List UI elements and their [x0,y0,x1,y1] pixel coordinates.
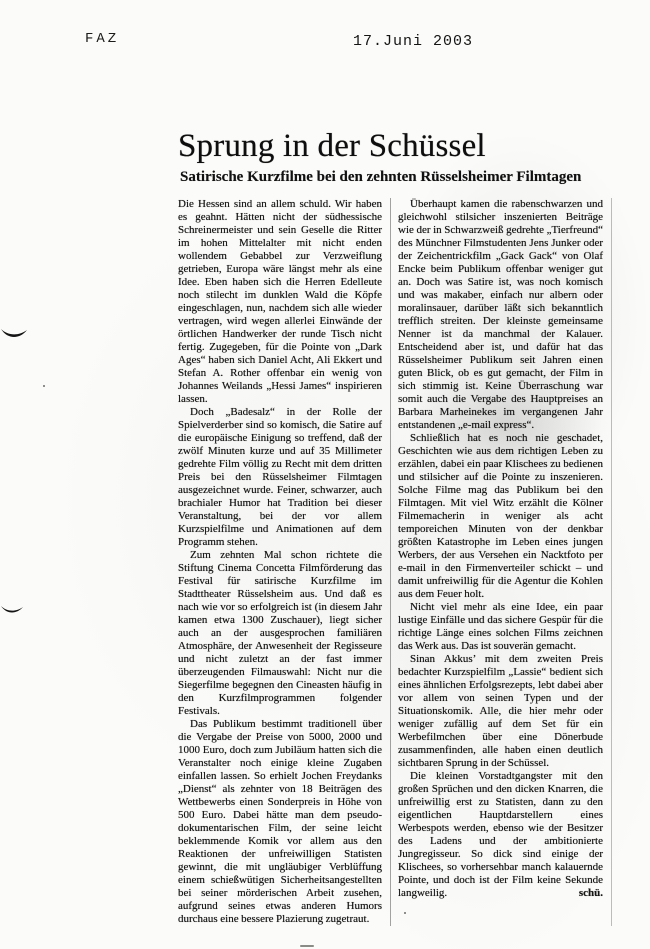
author-signature: schü. [578,887,603,899]
paragraph: Zum zehnten Mal schon richtete die Stiftung Cinema Concetta Filmförderung das Festival für satirische Kurzfilme im Stadttheater Rüsselsheim aus. Und daß es nach wie vor so erfolgreich ist (in diesem Jahr kamen etwa 1300 Zuschauer), liegt sicher auch an der ausgesprochen familiären Atmosphäre, der Anwesenheit der Regisseure und nicht zuletzt an der fast immer überzeugenden Filmauswahl: Nicht nur die Siegerfilme begegnen den Cineasten häufig in den Kurzfilmprogrammen folgender Festivals. [178,549,382,717]
ink-speck [43,385,45,387]
ink-speck [300,945,314,947]
pen-mark [0,602,24,618]
masthead-source: FAZ [85,31,120,47]
article-subtitle: Satirische Kurzfilme bei den zehnten Rüsselsheimer Filmtagen [180,169,582,185]
column-left [178,198,391,926]
paragraph: Überhaupt kamen die rabenschwarzen und gleichwohl stilsicher inszenierten Beiträge wie der in Schwarzweiß gedrehte „Tierfreund“ des Münchner Filmstudenten Jens Junker oder der Zeichentrickfilm „Gack Gack“ von Olaf Encke beim Publikum offenbar weniger gut an. Doch was Satire ist, was noch komisch und was makaber, einfach nur albern oder moralinsauer, darüber läßt sich bekanntlich trefflich streiten. Der kleinste gemeinsame Nenner ist da manchmal der Kalauer. Entscheidend aber ist, und dafür hat das Rüsselsheimer Publikum seit Jahren einen guten Blick, ob es gut gemacht, der Film in sich stimmig ist. Keine Überraschung war somit auch die Vergabe des Hauptpreises an Barbara Marheinekes im vergangenen Jahr entstandenen „e-mail express“. [398,198,603,431]
article-body [178,198,612,926]
paragraph: Doch „Badesalz“ in der Rolle der Spielverderber sind so komisch, die Satire auf die europäische Einigung so treffend, daß der zwölf Minuten kurze und auf 35 Millimeter gedrehte Film völlig zu Recht mit dem dritten Preis bei den Rüsselsheimer Filmtagen ausgezeichnet wurde. Feiner, schwarzer, auch brachialer Humor hat Tradition bei dieser Veranstaltung, bei der vor allem Kurzspielfilme und Animationen auf dem Programm stehen. [178,406,382,548]
article-title: Sprung in der Schüssel [178,128,486,164]
masthead-date: 17.Juni 2003 [353,33,474,50]
column-right [391,198,612,926]
paragraph: Die Hessen sind an allem schuld. Wir haben es geahnt. Hätten nicht der südhessische Schreinermeister und sein Geselle die Ritter im hohen Mittelalter mit nicht enden wollendem Gebabbel zur Verzweiflung getrieben, Europa wäre längst mehr als eine Idee. Eben haben sich die Herren Edelleute noch stilecht im dunklen Wald die Köpfe eingeschlagen, nun, nachdem sich alle wieder vertragen, wird wegen allerlei Einwände der örtlichen Handwerker der runde Tisch nicht fertig. Zugegeben, für die Pointe von „Dark Ages“ haben sich Daniel Acht, Ali Ekkert und Stefan A. Rother offenbar ein wenig von Johannes Weilands „Hessi James“ inspirieren lassen. [178,198,382,405]
paragraph: Sinan Akkus’ mit dem zweiten Preis bedachter Kurzspielfilm „Lassie“ bedient sich eines ähnlichen Erfolgsrezepts, lebt dabei aber vor allem von seinen Typen und der Situationskomik. Alle, die hier mehr oder weniger zufällig auf dem Set für ein Werbefilmchen über eine Dönerbude zusammenfinden, alle haben einen deutlich sichtbaren Sprung in der Schüssel. [398,653,603,769]
paragraph: Das Publikum bestimmt traditionell über die Vergabe der Preise von 5000, 2000 und 1000 Euro, doch zum Jubiläum hatten sich die Veranstalter noch einige kleine Zugaben einfallen lassen. So erhielt Jochen Freydanks „Dienst“ als zehnter von 18 Beiträgen des Wettbewerbs einen Sonderpreis in Höhe von 500 Euro. Dabei hätte man dem pseudo-dokumentarischen Film, der seine leicht beklemmende Komik vor allem aus den Reaktionen der unfreiwilligen Statisten gewinnt, die mit ungläubiger Verblüffung einem schießwütigen Sicherheitsangestellten bei seiner mörderischen Arbeit zusehen, aufgrund seines etwas anderen Humors durchaus eine bessere Plazierung zugetraut. [178,718,382,925]
paragraph: Schließlich hat es noch nie geschadet, Geschichten wie aus dem richtigen Leben zu erzählen, dabei ein paar Klischees zu bedienen und stilsicher auf die Pointe zu inszenieren. Solche Filme mag das Publikum bei den Filmtagen. Mit viel Witz erzählt die Kölner Filmemacherin in weniger als acht temporeichen Minuten von der denkbar größten Katastrophe im Leben eines jungen Werbers, der aus Versehen ein Nacktfoto per e-mail in den Firmenverteiler schickt – und damit unfreiwillig für die Agentur die Kohlen aus dem Feuer holt. [398,432,603,600]
pen-mark [0,324,28,344]
paragraph: Nicht viel mehr als eine Idee, ein paar lustige Einfälle und das sichere Gespür für die richtige Länge eines solchen Films zeichnen das Werk aus. Das ist souverän gemacht. [398,601,603,652]
paragraph [398,770,603,900]
paragraph-text: Die kleinen Vorstadtgangster mit den großen Sprüchen und den dicken Knarren, die unfreiwillig erst zu Statisten, dann zu den eigentlichen Hauptdarstellern eines Werbespots werden, ebenso wie der Besitzer des Ladens und der ambitionierte Jungregisseur. So dick sind einige der Klischees, so vorhersehbar manch kalauernde Pointe, und doch ist der Film keine Sekunde langweilig. [398,770,603,899]
